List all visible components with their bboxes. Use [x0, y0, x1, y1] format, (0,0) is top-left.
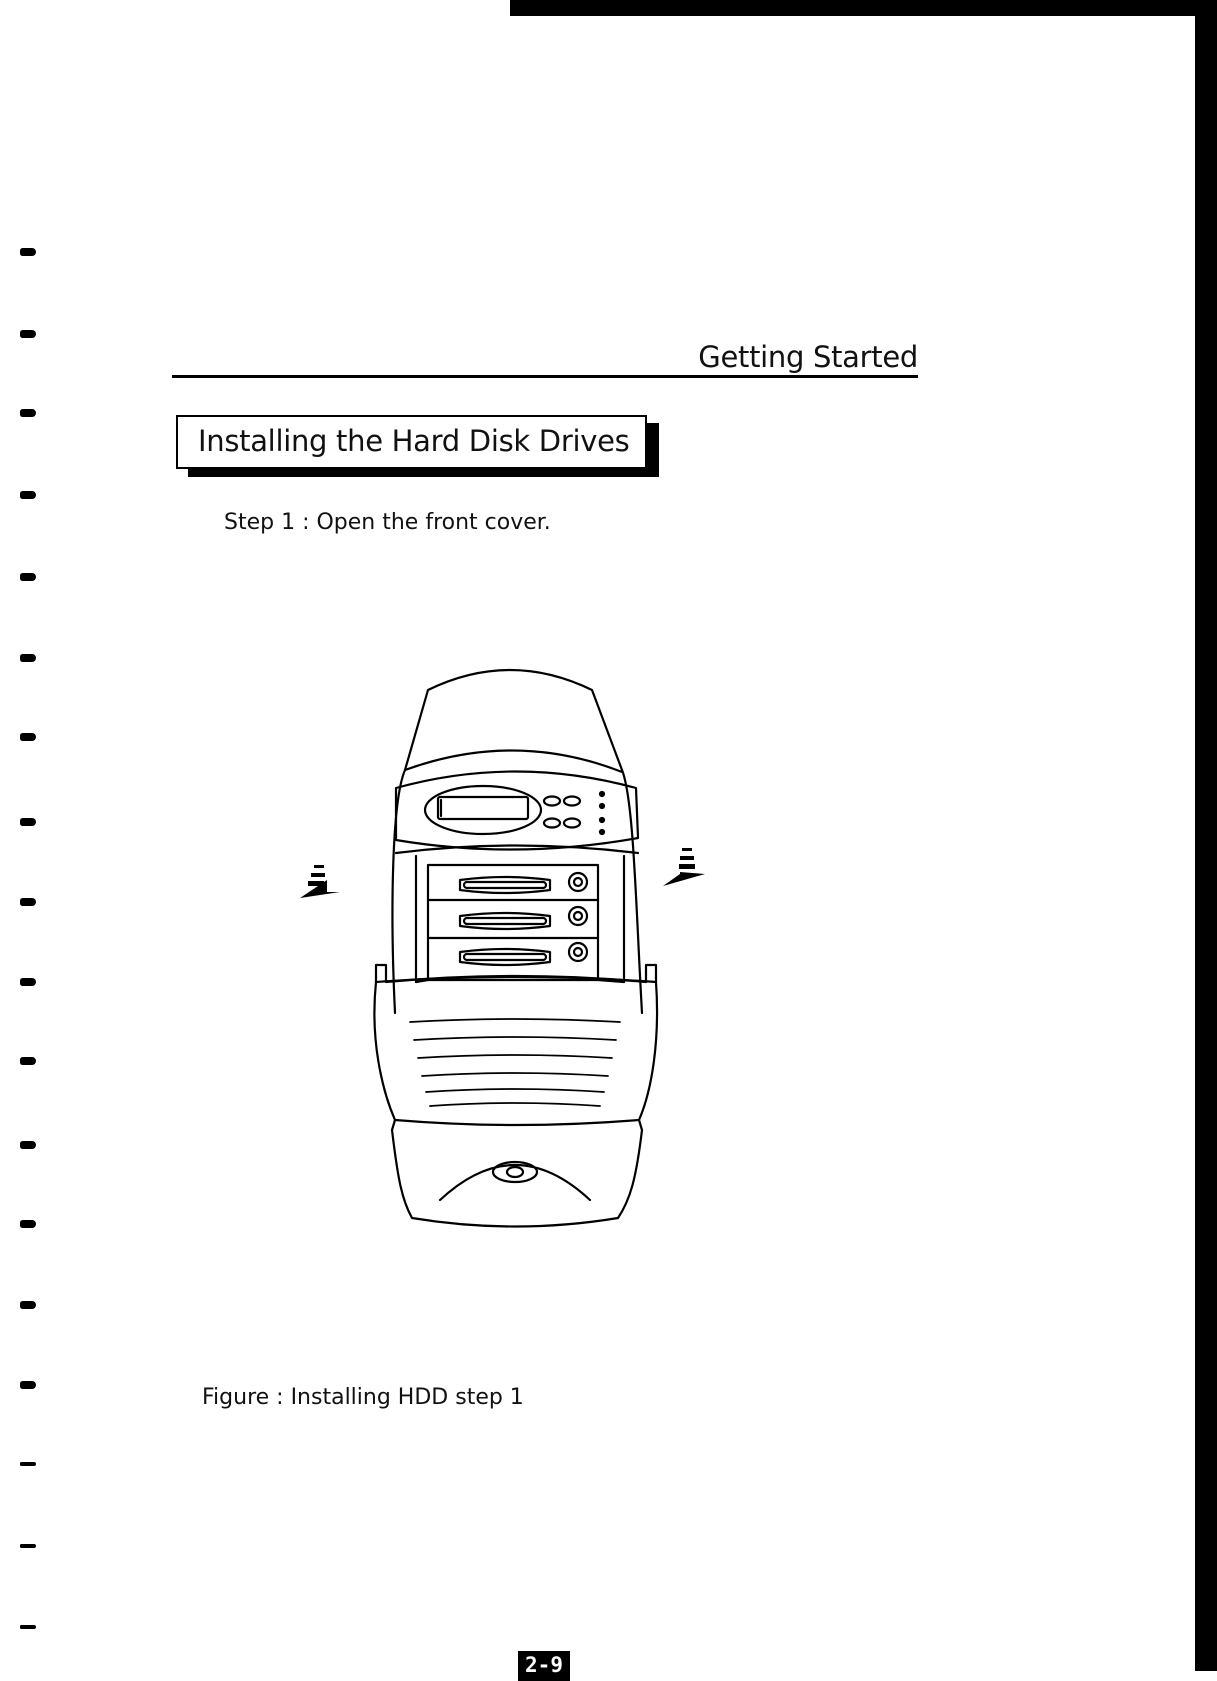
punch-hole: [20, 1544, 36, 1548]
panel-button: [564, 819, 580, 828]
display-bezel: [425, 786, 541, 834]
punch-hole: [20, 1057, 36, 1065]
punch-hole: [20, 491, 36, 499]
running-header: Getting Started: [698, 340, 918, 374]
header-rule: [172, 375, 918, 378]
panel-led: [600, 804, 604, 808]
punch-hole: [20, 1220, 36, 1228]
panel-button: [564, 797, 580, 806]
drive-tray: [460, 943, 587, 965]
power-button-inner: [507, 1167, 523, 1177]
punch-hole: [20, 409, 36, 417]
enclosure-top-shell: [392, 670, 642, 1013]
enclosure-base: [392, 1120, 642, 1227]
arrow-down-left-icon: [300, 865, 340, 898]
control-panel-outline: [396, 772, 638, 850]
punch-hole: [20, 654, 36, 662]
step-instruction: Step 1 : Open the front cover.: [224, 510, 551, 535]
punch-hole: [20, 818, 36, 826]
panel-button: [544, 819, 560, 828]
punch-hole: [20, 1625, 36, 1629]
punch-hole: [20, 1141, 36, 1149]
punch-hole: [20, 978, 36, 986]
lcd-display: [438, 797, 528, 819]
punch-hole: [20, 1462, 36, 1466]
panel-button: [544, 797, 560, 806]
cover-vent-slats: [410, 1019, 620, 1106]
punch-hole: [20, 248, 36, 256]
punch-hole: [20, 898, 36, 906]
top-seam: [405, 750, 622, 772]
page-number: 2-9: [518, 1651, 570, 1681]
section-heading-box: [176, 415, 647, 469]
figure-caption: Figure : Installing HDD step 1: [202, 1385, 524, 1410]
punch-hole: [20, 1381, 36, 1389]
punch-hole: [20, 573, 36, 581]
punch-hole: [20, 330, 36, 338]
panel-led: [600, 792, 604, 796]
drive-tray: [428, 907, 598, 938]
arrow-down-right-icon: [663, 848, 705, 886]
section-title: Installing the Hard Disk Drives: [198, 424, 630, 458]
punch-hole: [20, 733, 36, 741]
punch-hole: [20, 1301, 36, 1309]
drive-tray: [428, 873, 598, 900]
panel-led: [600, 818, 604, 822]
scan-right-edge: [1195, 0, 1217, 1671]
front-cover-door: [374, 965, 657, 1125]
panel-led: [600, 830, 604, 834]
hdd-enclosure-illustration: [300, 660, 720, 1240]
scan-top-edge: [510, 0, 1217, 16]
